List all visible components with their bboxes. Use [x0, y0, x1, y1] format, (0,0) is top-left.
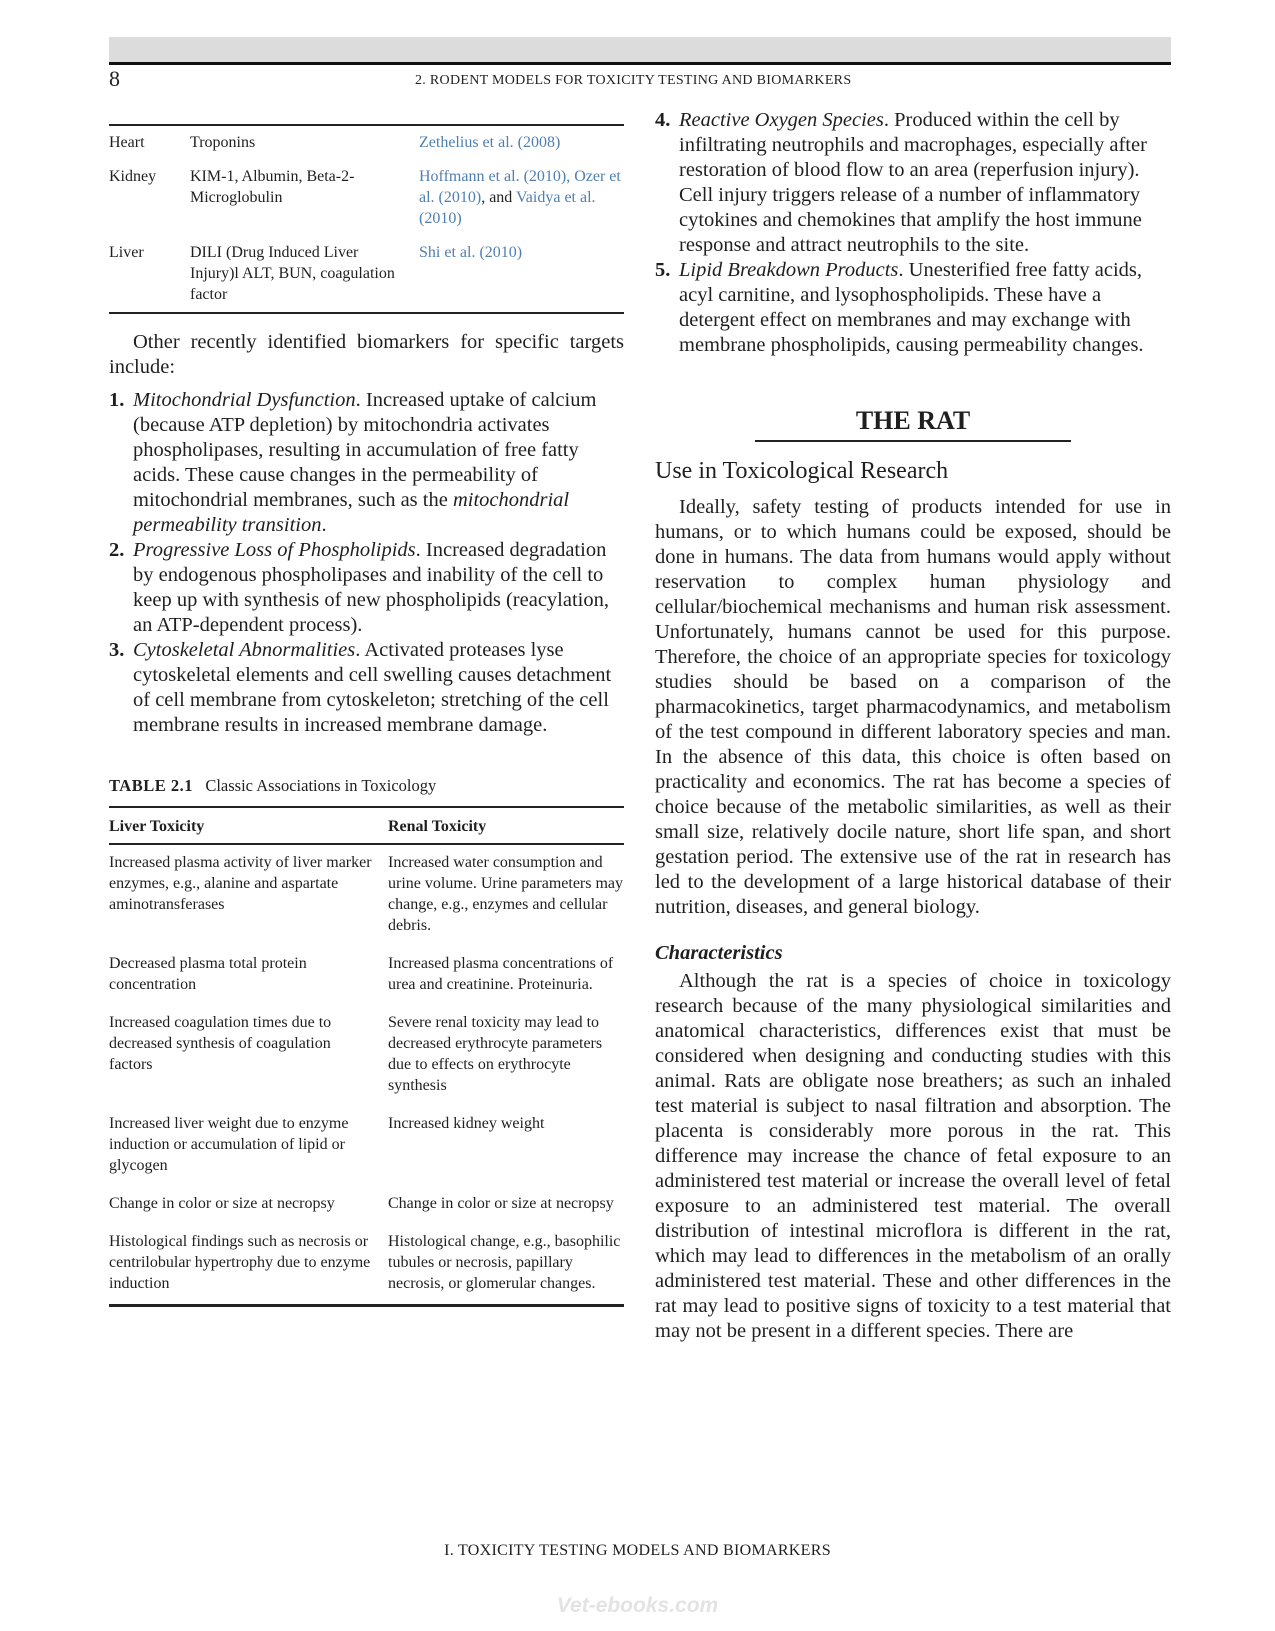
organ-cell: Kidney	[109, 168, 157, 185]
list-item-emphasis: mitochondrial permeability transition	[133, 489, 570, 536]
reference-text: , and	[481, 189, 517, 206]
header-band	[109, 37, 1171, 62]
table-row	[109, 1005, 624, 1106]
table-row	[109, 236, 624, 313]
list-number: 5.	[655, 259, 671, 281]
classic-associations-table	[109, 806, 624, 1307]
list-item	[109, 638, 624, 738]
biomarker-cell: DILI (Drug Induced Liver Injury)l ALT, BUN, coagulation factor	[190, 244, 395, 303]
reference-link[interactable]: Zethelius et al. (2008)	[419, 134, 561, 151]
reference-cell	[419, 125, 624, 160]
biomarker-cell: KIM-1, Albumin, Beta-2-Microglobulin	[190, 168, 355, 206]
renal-toxicity-cell: Histological change, e.g., basophilic tubules or necrosis, papillary necrosis, or glomerular changes.	[388, 1233, 621, 1292]
list-item	[109, 388, 624, 538]
list-item-body: . Increased degradation by endogenous phospholipases and inability of the cell to keep up with synthesis of new phospholipids (reacylation, an ATP-dependent process).	[133, 539, 609, 636]
table-row	[109, 160, 624, 236]
mechanism-list-continued	[655, 108, 1171, 358]
liver-toxicity-cell: Increased coagulation times due to decreased synthesis of coagulation factors	[109, 1014, 332, 1073]
list-item	[655, 108, 1171, 258]
table-row	[109, 125, 624, 160]
page-footer: I. TOXICITY TESTING MODELS AND BIOMARKERS	[444, 1542, 831, 1559]
biomarker-table	[109, 124, 624, 314]
list-number: 1.	[109, 389, 125, 411]
reference-cell	[419, 160, 624, 236]
table-label: TABLE 2.1	[109, 776, 193, 795]
reference-link[interactable]: Vaidya et al. (2010)	[419, 189, 596, 227]
list-item-body: . Produced within the cell by infiltrating neutrophils and macrophages, especially after restoration of blood flow to an area (reperfusion injury). Cell injury triggers release of a number of inflammatory cytokines and chemokines that amplify the host immune response and attract neutrophils to the site.	[679, 109, 1147, 256]
characteristics-paragraph: Although the rat is a species of choice in toxicology research because of the many physiological similarities and anatomical characteristics, differences exist that must be considered when designing and conducting studies with this animal. Rats are obligate nose breathers; as such an inhaled test material is subject to nasal filtration and absorption. The placenta is considerably more porous in the rat. This difference may increase the chance of fetal exposure to an administered test material or increase the overall level of fetal exposure to an administered test material. The overall distribution of intestinal microflora is different in the rat, which may lead to differences in the metabolism of an orally administered test material. These and other differences in the rat may lead to positive signs of toxicity to a test material that may not be present in a different species. There are	[655, 970, 1171, 1342]
biomarker-cell: Troponins	[190, 134, 256, 151]
renal-toxicity-cell: Increased water consumption and urine volume. Urine parameters may change, e.g., enzymes and cellular debris.	[388, 854, 624, 934]
list-item-body: . Unesterified free fatty acids, acyl carnitine, and lysophospholipids. These have a detergent effect on membranes and may exchange with membrane phospholipids, causing permeability changes.	[679, 259, 1144, 356]
table-caption	[109, 776, 624, 796]
liver-toxicity-cell: Increased plasma activity of liver marker enzymes, e.g., alanine and aspartate aminotransferases	[109, 854, 372, 913]
table-row	[109, 1224, 624, 1306]
list-item-title: Progressive Loss of Phospholipids	[133, 539, 416, 561]
watermark-logo: Vet-ebooks.com	[556, 1594, 719, 1617]
left-column	[109, 124, 624, 1307]
table-row	[109, 946, 624, 1005]
list-item-title: Cytoskeletal Abnormalities	[133, 639, 356, 661]
section-title-rule	[755, 440, 1071, 442]
list-item-title: Mitochondrial Dysfunction	[133, 389, 356, 411]
organ-cell: Liver	[109, 244, 144, 261]
list-item-title: Reactive Oxygen Species	[679, 109, 884, 131]
table-row	[109, 844, 624, 946]
header-rule	[109, 62, 1171, 65]
list-item-tail: .	[321, 514, 327, 536]
liver-toxicity-cell: Change in color or size at necropsy	[109, 1195, 335, 1212]
running-head: 2. RODENT MODELS FOR TOXICITY TESTING AND BIOMARKERS	[415, 73, 852, 88]
mechanism-list	[109, 388, 624, 738]
list-item	[655, 258, 1171, 358]
column-header-liver: Liver Toxicity	[109, 807, 388, 844]
reference-link[interactable]: Shi et al. (2010)	[419, 244, 523, 261]
page-number: 8	[109, 66, 120, 91]
table-row	[109, 1106, 624, 1186]
list-item-title: Lipid Breakdown Products	[679, 259, 899, 281]
list-number: 4.	[655, 109, 671, 131]
list-number: 3.	[109, 639, 125, 661]
list-item-body: . Increased uptake of calcium (because ATP depletion) by mitochondria activates phospholipases, resulting in accumulation of free fatty acids. These cause changes in the permeability of mitochondrial membranes, such as the	[133, 389, 597, 511]
section-title: THE RAT	[855, 406, 971, 435]
renal-toxicity-cell: Increased kidney weight	[388, 1115, 545, 1132]
organ-cell: Heart	[109, 134, 145, 151]
liver-toxicity-cell: Increased liver weight due to enzyme induction or accumulation of lipid or glycogen	[109, 1115, 349, 1174]
characteristics-heading: Characteristics	[655, 942, 783, 964]
renal-toxicity-cell: Severe renal toxicity may lead to decreased erythrocyte parameters due to effects on erythrocyte synthesis	[388, 1014, 603, 1094]
renal-toxicity-cell: Increased plasma concentrations of urea and creatinine. Proteinuria.	[388, 955, 614, 993]
intro-paragraph: Other recently identified biomarkers for specific targets include:	[109, 331, 624, 378]
right-column	[655, 108, 1171, 1344]
table-row	[109, 1186, 624, 1224]
list-item-body: . Activated proteases lyse cytoskeletal elements and cell swelling causes detachment of cell membrane from cytoskeleton; stretching of the cell membrane results in increased membrane damage.	[133, 639, 612, 736]
renal-toxicity-cell: Change in color or size at necropsy	[388, 1195, 614, 1212]
table-caption-text: Classic Associations in Toxicology	[205, 776, 437, 795]
liver-toxicity-cell: Decreased plasma total protein concentration	[109, 955, 307, 993]
liver-toxicity-cell: Histological findings such as necrosis or centrilobular hypertrophy due to enzyme induction	[109, 1233, 371, 1292]
reference-link[interactable]: Hoffmann et al. (2010), Ozer et al. (2010)	[419, 168, 621, 206]
list-item	[109, 538, 624, 638]
list-number: 2.	[109, 539, 125, 561]
subsection-title: Use in Toxicological Research	[655, 458, 949, 484]
research-paragraph: Ideally, safety testing of products intended for use in humans, or to which humans could be exposed, should be done in humans. The data from humans would apply without reservation to complex human physiology and cellular/biochemical mechanisms and human risk assessment. Unfortunately, humans cannot be used for this purpose. Therefore, the choice of an appropriate species for toxicology studies should be based on a comparison of the pharmacokinetics, target pharmacodynamics, and metabolism of the test compound in different laboratory species and man. In the absence of this data, this choice is often based on practicality and economics. The rat has become a species of choice because of the metabolic similarities, as well as their small size, relatively docile nature, short life span, and short gestation period. The extensive use of the rat in research has led to the development of a large historical database of their nutrition, diseases, and general biology.	[655, 496, 1171, 918]
reference-cell	[419, 236, 624, 313]
column-header-renal: Renal Toxicity	[388, 807, 624, 844]
